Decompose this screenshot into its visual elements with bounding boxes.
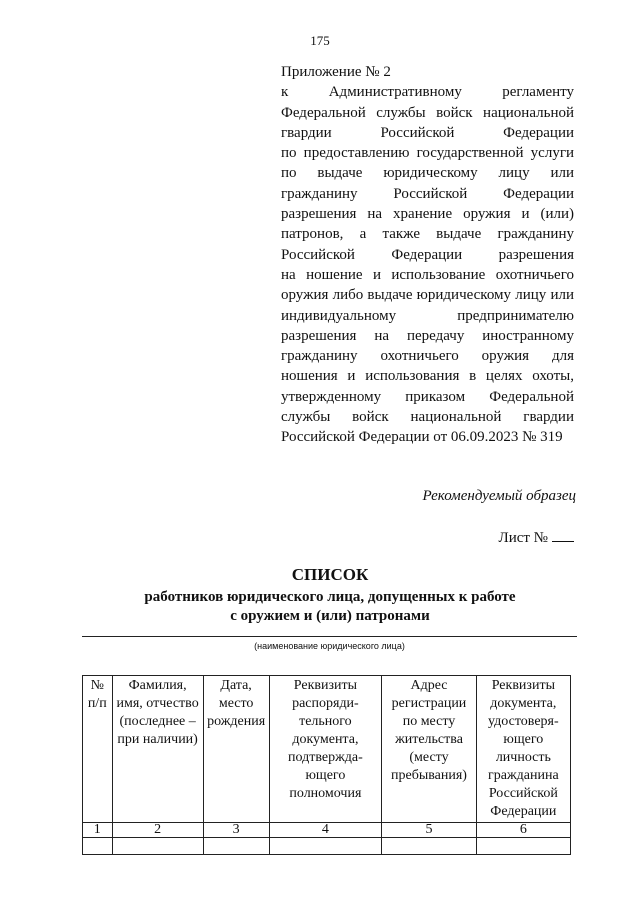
appendix-line: разрешения на хранение оружия и (или)	[281, 206, 574, 223]
appendix-line: по выдаче юридическому лицу или	[281, 165, 574, 182]
appendix-line: оружия либо выдаче юридическому лицу или	[281, 287, 574, 304]
empty-cell	[382, 838, 476, 855]
sheet-number-blank	[552, 529, 574, 542]
empty-cell	[203, 838, 269, 855]
list-title: СПИСОК	[291, 565, 369, 584]
org-name-caption: (наименование юридического лица)	[254, 641, 405, 651]
staff-table	[82, 675, 571, 855]
appendix-line: утвержденному приказом Федеральной	[281, 388, 574, 405]
col-header-id-doc: Реквизиты документа, удостоверя- ющего личность гражданина Российской Федерации	[476, 676, 570, 823]
appendix-line: гражданину Российской Федерации	[281, 185, 574, 202]
col-number-cell: 1	[83, 823, 113, 838]
appendix-line: разрешения на передачу иностранному	[281, 327, 574, 344]
appendix-line: Российской Федерации от 06.09.2023 № 319	[281, 429, 563, 446]
list-subtitle-line: с оружием и (или) патронами	[230, 608, 430, 624]
appendix-block	[281, 62, 574, 448]
sheet-number	[499, 529, 574, 547]
appendix-line: на ношение и использование охотничьего	[281, 266, 574, 283]
list-subtitle-line: работников юридического лица, допущенных к работе	[144, 589, 516, 605]
appendix-line: службы войск национальной гвардии	[281, 409, 574, 426]
appendix-line: гвардии Российской Федерации	[281, 124, 574, 141]
col-number-cell: 2	[112, 823, 203, 838]
sheet-label: Лист №	[498, 530, 548, 546]
empty-cell	[476, 838, 570, 855]
empty-cell	[83, 838, 113, 855]
empty-cell	[269, 838, 382, 855]
list-subtitle	[0, 588, 640, 626]
col-header-number: № п/п	[83, 676, 113, 823]
appendix-line: Российской Федерации разрешения	[281, 246, 574, 263]
appendix-line: ношения и использования в целях охоты,	[281, 368, 574, 385]
col-header-name: Фамилия, имя, отчество (последнее – при наличии)	[112, 676, 203, 823]
page-number: 175	[310, 33, 330, 48]
col-number-cell: 4	[269, 823, 382, 838]
col-header-birth: Дата, место рождения	[203, 676, 269, 823]
table-empty-row	[83, 838, 571, 855]
appendix-line: патронов, а также выдаче гражданину	[281, 226, 574, 243]
appendix-line: по предоставлению государственной услуги	[281, 145, 574, 162]
col-header-authority-doc: Реквизиты распоряди- тельного документа, подтвержда- ющего полномочия	[269, 676, 382, 823]
table-header-row	[83, 676, 571, 823]
appendix-line: Федеральной службы войск национальной	[281, 104, 574, 121]
table-number-row	[83, 823, 571, 838]
col-header-address: Адрес регистрации по месту жительства (месту пребывания)	[382, 676, 476, 823]
empty-cell	[112, 838, 203, 855]
org-name-line	[82, 636, 577, 637]
col-number-cell: 3	[203, 823, 269, 838]
appendix-line: индивидуальному предпринимателю	[281, 307, 574, 324]
appendix-line: гражданину охотничьего оружия для	[281, 348, 574, 365]
sample-label: Рекомендуемый образец	[422, 488, 576, 504]
col-number-cell: 6	[476, 823, 570, 838]
appendix-title: Приложение № 2	[281, 64, 391, 80]
col-number-cell: 5	[382, 823, 476, 838]
appendix-line: к Административному регламенту	[281, 84, 574, 101]
